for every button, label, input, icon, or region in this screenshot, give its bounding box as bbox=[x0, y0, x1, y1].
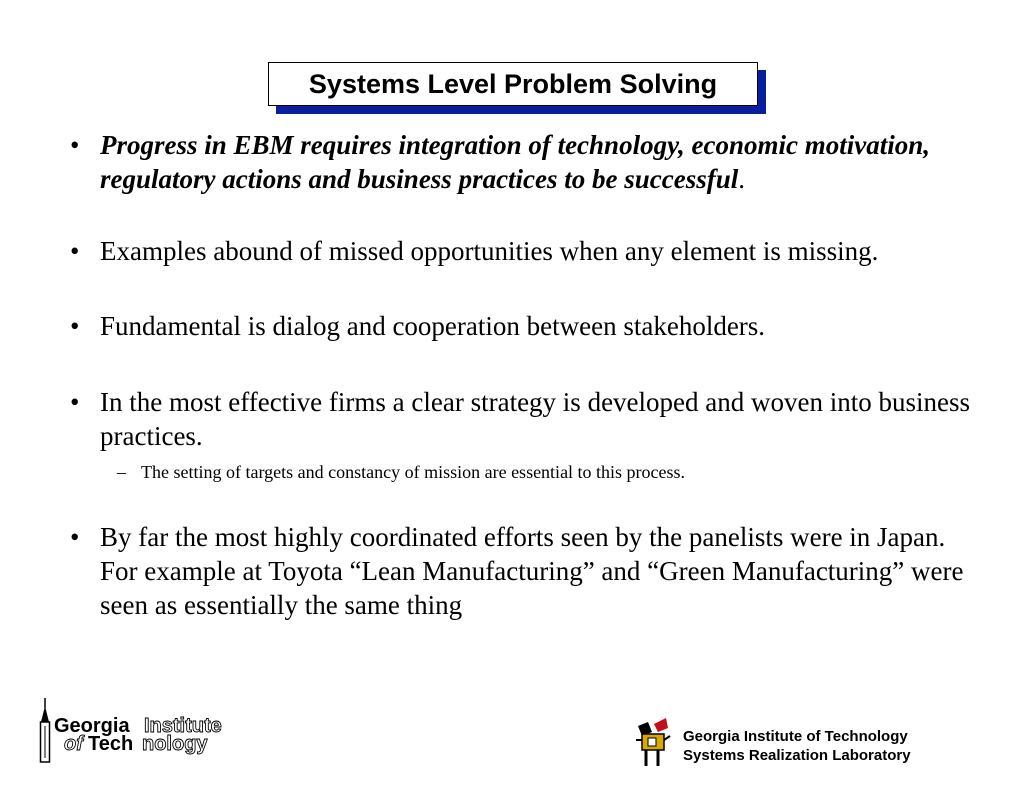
bullet-text: By far the most highly coordinated efforts seen by the panelists were in Japan. For example at Toyota “Lean Manufacturing” and “Green Manufacturing” were seen as essentially the same thing bbox=[100, 522, 964, 620]
srl-line-institute: Georgia Institute of Technology bbox=[683, 728, 908, 745]
srl-emblem-icon bbox=[636, 718, 670, 766]
bullet-item-2 bbox=[70, 234, 970, 268]
bullet-text: Examples abound of missed opportunities when any element is missing. bbox=[100, 236, 879, 266]
bullet-lead-text: Progress in EBM requires integration of technology, economic motivation, regulatory actions and business practices to be successful bbox=[100, 130, 931, 194]
slide-title: Systems Level Problem Solving bbox=[268, 62, 758, 106]
dash-glyph: – bbox=[117, 462, 126, 482]
bullet-tail-text: . bbox=[738, 164, 746, 194]
srl-line-lab: Systems Realization Laboratory bbox=[683, 747, 911, 764]
bullet-text: Fundamental is dialog and cooperation between stakeholders. bbox=[100, 311, 766, 341]
bullet-glyph: • bbox=[70, 522, 80, 552]
srl-lab-text bbox=[683, 727, 911, 765]
logo-institute: Institute bbox=[144, 715, 222, 737]
logo-georgia: Georgia bbox=[54, 715, 130, 737]
bullet-glyph: • bbox=[70, 236, 80, 266]
georgia-tech-logo bbox=[38, 694, 248, 766]
bullet-glyph: • bbox=[70, 130, 80, 160]
sub-bullet bbox=[100, 460, 970, 484]
bullet-text: In the most effective firms a clear strategy is developed and woven into business practices. bbox=[100, 387, 970, 451]
slide-title-frame bbox=[268, 62, 758, 106]
logo-nology: nology bbox=[142, 733, 208, 755]
sub-bullet-text: The setting of targets and constancy of mission are essential to this process. bbox=[141, 462, 686, 482]
logo-of: of bbox=[64, 733, 83, 755]
bullet-glyph: • bbox=[70, 387, 80, 417]
bullet-list bbox=[70, 128, 970, 622]
bullet-item-1 bbox=[70, 128, 970, 196]
bullet-item-5 bbox=[70, 520, 970, 622]
tech-tower-icon bbox=[41, 698, 50, 762]
logo-tech: Tech bbox=[88, 733, 134, 755]
bullet-glyph: • bbox=[70, 311, 80, 341]
bullet-item-3 bbox=[70, 309, 970, 343]
bullet-item-4 bbox=[70, 385, 970, 484]
